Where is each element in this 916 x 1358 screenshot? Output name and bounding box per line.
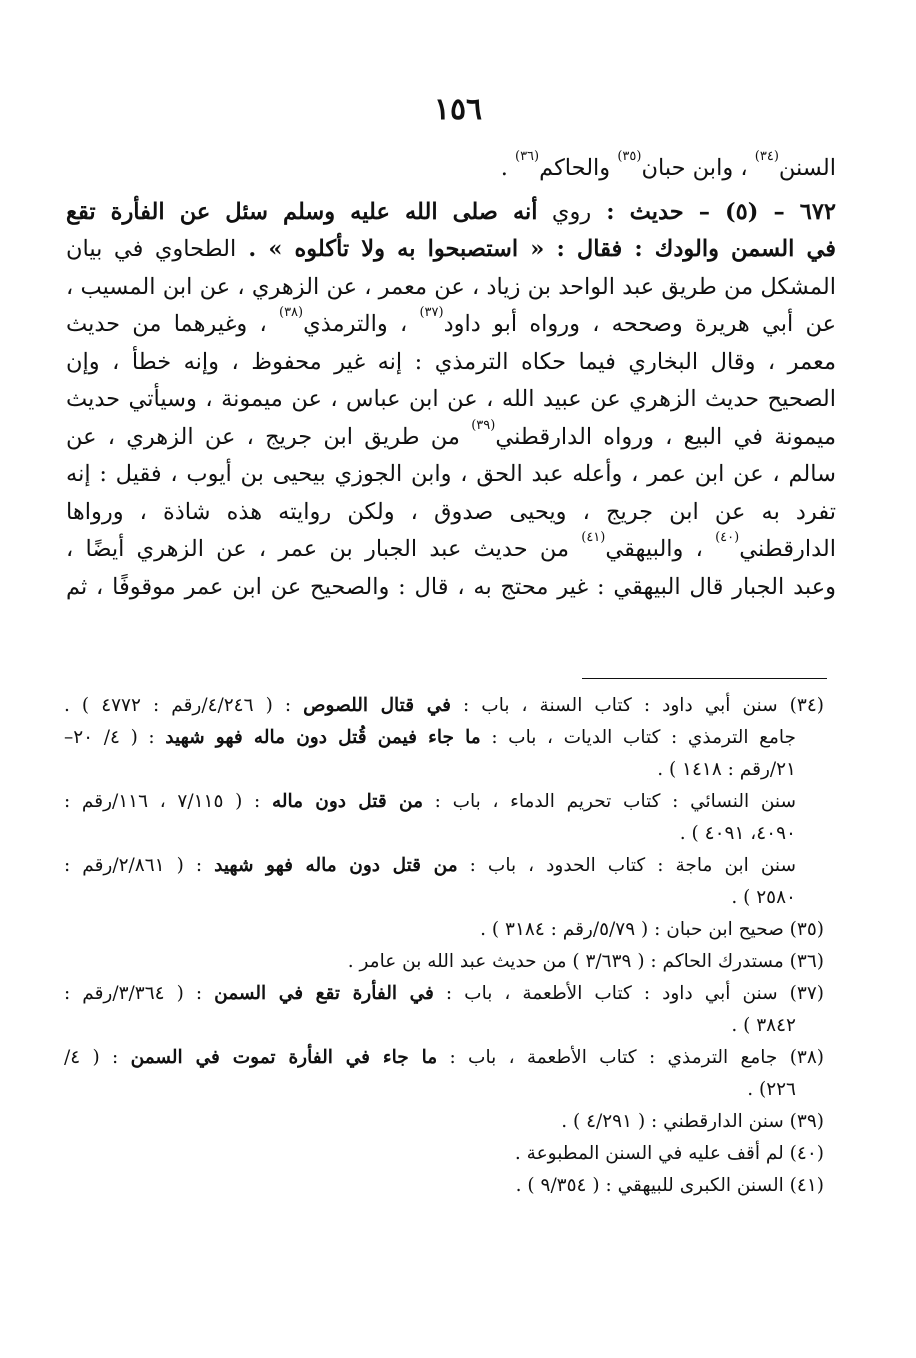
page-number: ١٥٦: [433, 92, 483, 127]
fn-text: مستدرك الحاكم : ( ٣/٦٣٩ ) من حديث عبد الله بن عامر .: [347, 951, 784, 972]
body-line-3: [66, 231, 836, 269]
footnote-35: [64, 914, 824, 946]
fn-number: (٣٤): [777, 695, 824, 716]
fn-number: (٣٦): [783, 951, 824, 972]
fn-text: جامع الترمذي : كتاب الأطعمة ، باب :: [437, 1047, 778, 1068]
fn-chapter: من قتل دون ماله فهو شهيد: [214, 855, 458, 876]
footnote-34-tirmidhi: [64, 722, 824, 754]
body-line-12: وعبد الجبار قال البيهقي : غير محتج به ، قال : والصحيح عن ابن عمر موقوفًا ، ثم: [66, 573, 836, 600]
text: ، وابن حبان: [641, 155, 755, 181]
footnote-separator: [582, 678, 827, 679]
fn-text: سنن النسائي : كتاب تحريم الدماء ، باب :: [422, 791, 797, 812]
fn-ref: ٣٨٤٢ ) .: [731, 1015, 796, 1036]
footnote-ref-40: (٤٠): [715, 530, 740, 545]
footnote-39: [64, 1106, 824, 1138]
footnote-ref-34: (٣٤): [754, 149, 779, 164]
body-line-2: [66, 194, 836, 232]
footnote-40: [64, 1138, 824, 1170]
fn-ref: : ( ٤/ ٢٠–: [64, 727, 166, 748]
fn-ref: ٢١/رقم : ١٤١٨ ) .: [657, 759, 796, 780]
text: روي: [537, 198, 592, 225]
fn-ref: : ( ٤/٢٤٦/رقم : ٤٧٧٢ ) .: [64, 695, 304, 716]
text: ، والترمذي: [303, 311, 420, 337]
fn-number: (٣٨): [777, 1047, 825, 1068]
fn-text: سنن أبي داود : كتاب الأطعمة ، باب :: [433, 983, 778, 1004]
body-line-11: [66, 531, 836, 569]
fn-number: (٤١): [783, 1175, 824, 1196]
footnote-ref-35: (٣٥): [617, 149, 642, 164]
fn-text: سنن أبي داود : كتاب السنة ، باب :: [450, 695, 778, 716]
fn-chapter: في قتال اللصوص: [303, 695, 451, 716]
fn-number: (٣٩): [783, 1111, 824, 1132]
fn-text: صحيح ابن حبان : ( ٥/٧٩/رقم : ٣١٨٤ ) .: [480, 919, 784, 940]
footnote-37: [64, 978, 824, 1010]
text: الطحاوي في بيان: [66, 236, 237, 262]
text: ، وغيرهما من حديث: [66, 311, 279, 337]
footnote-ref-38: (٣٨): [278, 305, 304, 320]
body-line-4: المشكل من طريق عبد الواحد بن زياد ، عن معمر ، عن الزهري ، عن ابن المسيب ،: [66, 273, 836, 300]
footnotes: [64, 690, 824, 1202]
footnote-34-ibnmajah: [64, 850, 824, 882]
fn-ref: ٢٥٨٠ ) .: [731, 887, 796, 908]
footnote-34-nasai-cont: [64, 818, 824, 850]
text: من حديث عبد الجبار بن عمر ، عن الزهري أيضًا ،: [66, 536, 582, 562]
footnote-ref-41: (٤١): [581, 530, 606, 545]
fn-text: لم أقف عليه في السنن المطبوعة .: [514, 1143, 784, 1164]
text: ، والبيهقي: [605, 536, 716, 562]
body-line-6: معمر ، وقال البخاري فيما حكاه الترمذي : إنه غير محفوظ ، وإنه خطأ ، وإن: [66, 348, 836, 375]
text: من طريق ابن جريج ، عن الزهري ، عن: [66, 423, 472, 450]
footnote-34: [64, 690, 824, 722]
body-line-10: تفرد به عن ابن جريج ، ويحيى صدوق ، ولكن روايته هذه شاذة ، ورواها: [66, 498, 836, 525]
fn-ref: ٢٢٦) .: [747, 1079, 796, 1100]
body-text: [66, 150, 836, 606]
fn-chapter: ما جاء فيمن قُتل دون ماله فهو شهيد: [165, 727, 481, 748]
footnote-ref-37: (٣٧): [419, 305, 444, 320]
hadith-title-cont: في السمن والودك : فقال : « استصبحوا به ولا تأكلوه » .: [236, 236, 836, 262]
text: ميمونة في البيع ، ورواه الدارقطني: [495, 423, 836, 450]
body-line-7: الصحيح حديث الزهري عن عبيد الله ، عن ابن عباس ، عن ميمونة ، وسيأتي حديث: [66, 386, 836, 412]
body-line-8: [66, 419, 836, 457]
body-line-5: [66, 306, 836, 344]
footnote-34-tirmidhi-cont: [64, 754, 824, 786]
fn-chapter: من قتل دون ماله: [271, 791, 423, 812]
fn-number: (٣٧): [777, 983, 824, 1004]
fn-text: سنن الدارقطني : ( ٤/٢٩١ ) .: [561, 1111, 784, 1132]
fn-number: (٣٥): [783, 919, 824, 940]
body-line-1: [66, 150, 836, 188]
footnote-37-cont: [64, 1010, 824, 1042]
footnote-ref-36: (٣٦): [515, 149, 540, 164]
fn-ref: : ( ٧/١١٥ ، ١١٦/رقم :: [64, 791, 272, 812]
footnote-38: [64, 1042, 824, 1074]
hadith-title: أنه صلى الله عليه وسلم سئل عن الفأرة تقع: [66, 198, 538, 225]
fn-ref: : ( ٣/٣٦٤/رقم :: [64, 983, 215, 1004]
text: .: [500, 155, 515, 181]
fn-ref: : ( ٤/: [64, 1047, 131, 1068]
fn-ref: ٤٠٩٠، ٤٠٩١ ) .: [679, 823, 796, 844]
fn-text: السنن الكبرى للبيهقي : ( ٩/٣٥٤ ) .: [515, 1175, 784, 1196]
fn-text: جامع الترمذي : كتاب الديات ، باب :: [480, 727, 796, 748]
fn-ref: : ( ٢/٨٦١/رقم :: [64, 855, 215, 876]
text: السنن: [778, 155, 836, 181]
footnote-34-ibnmajah-cont: [64, 882, 824, 914]
fn-text: سنن ابن ماجة : كتاب الحدود ، باب :: [457, 855, 797, 876]
fn-chapter: في الفأرة تقع في السمن: [214, 983, 434, 1004]
footnote-34-nasai: [64, 786, 824, 818]
hadith-heading: ٦٧٢ – (٥) – حديث :: [591, 198, 837, 225]
text: والحاكم: [539, 155, 618, 181]
text: الدارقطني: [739, 536, 837, 562]
footnote-36: [64, 946, 824, 978]
footnote-41: [64, 1170, 824, 1202]
fn-chapter: ما جاء في الفأرة تموت في السمن: [130, 1047, 438, 1068]
footnote-ref-39: (٣٩): [471, 417, 496, 433]
footnote-38-cont: [64, 1074, 824, 1106]
fn-number: (٤٠): [783, 1143, 824, 1164]
text: عن أبي هريرة وصححه ، ورواه أبو داود: [443, 311, 836, 337]
body-line-9: سالم ، عن ابن عمر ، وأعله عبد الحق ، وابن الجوزي بيحيى بن أيوب ، فقيل : إنه: [66, 461, 836, 487]
